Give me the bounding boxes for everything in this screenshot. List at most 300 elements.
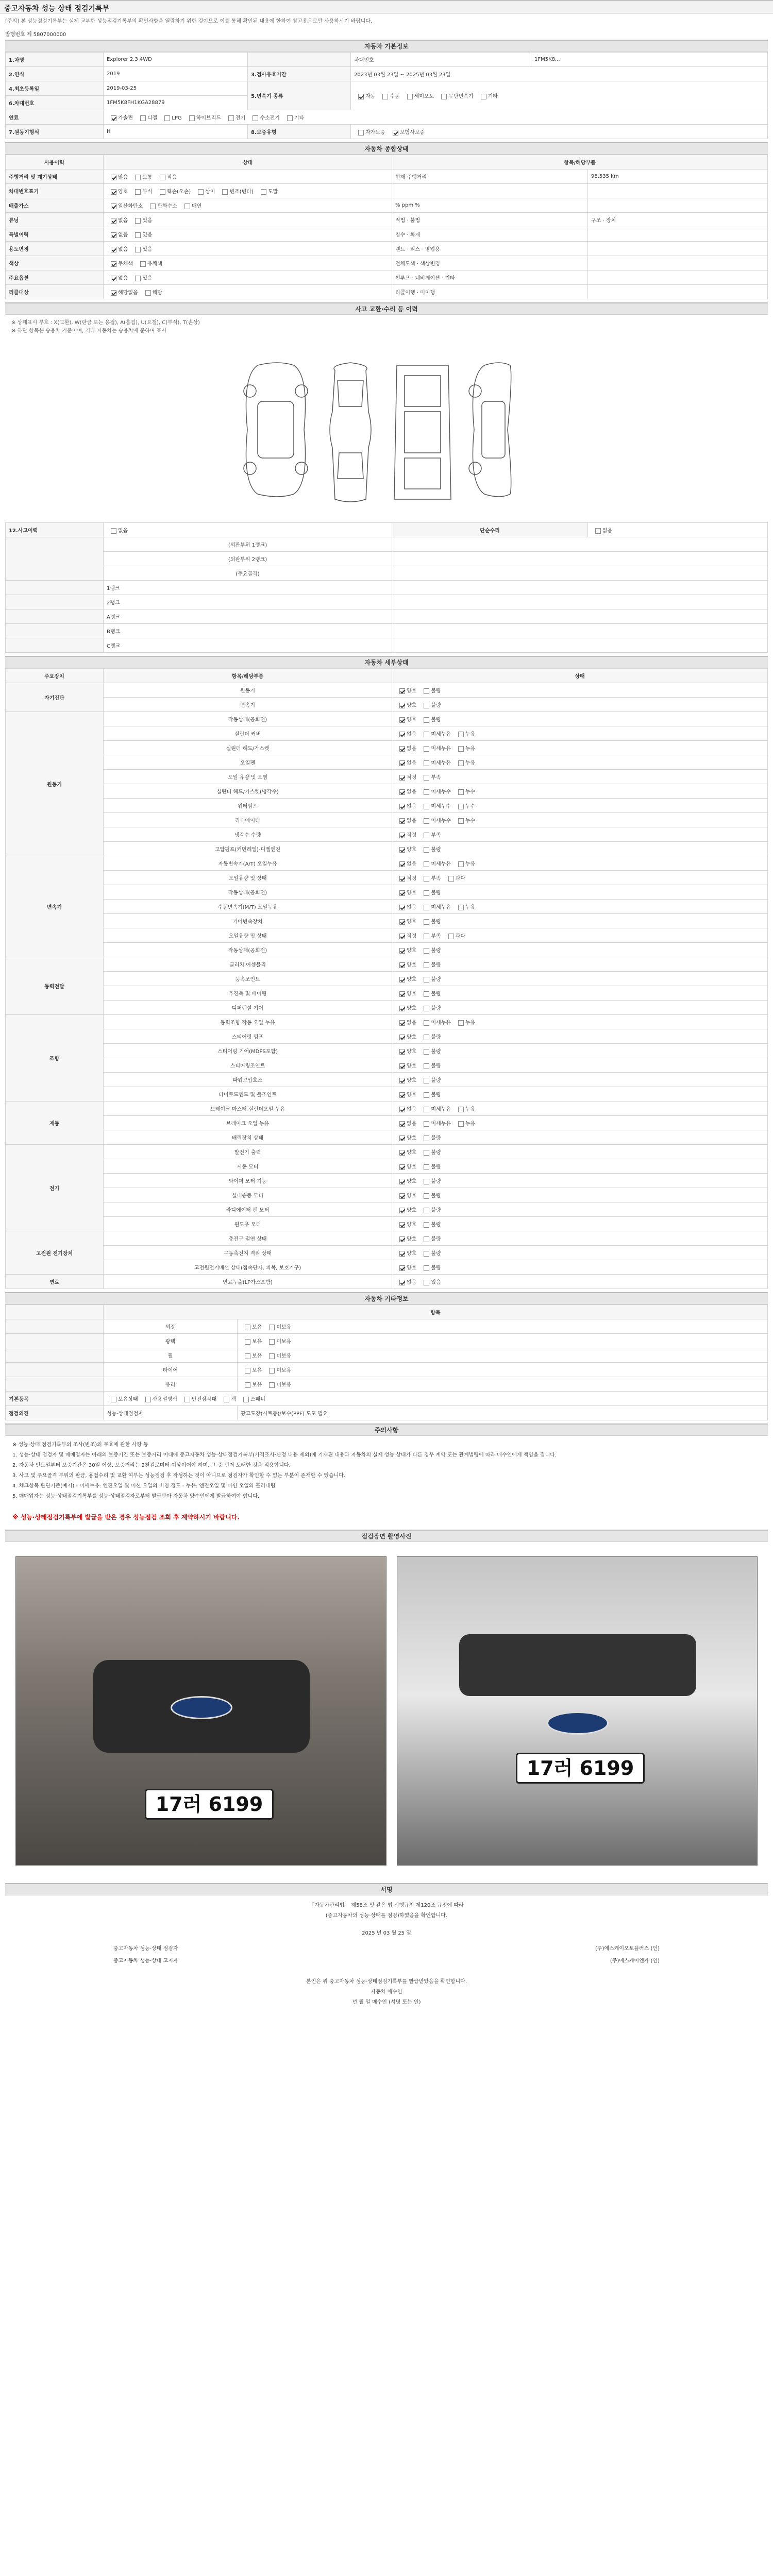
detail-option-label: 누유	[465, 1107, 476, 1112]
detail-item-label: 냉각수 수량	[104, 827, 392, 842]
detail-option-checkbox	[399, 1164, 405, 1170]
general-option-label: 탄화수소	[157, 204, 177, 209]
rank-empty	[6, 581, 104, 595]
detail-option-checkbox	[424, 847, 429, 853]
detail-item-label: 오일유량 및 상태	[104, 871, 392, 885]
other-option-checkbox	[269, 1368, 275, 1374]
rear-window-shape	[459, 1634, 696, 1696]
note-line: 1. 성능·상태 점검자 및 매매업자는 아래의 보증기간 또는 보증거리 이내에 중고자동차 성능·상태점검기록부(가격조사·산정 내용 제외)에 기재된 내용과 자동차의 실제 성능·상태가 다른 경우 계약 또는 관계법령에 따라 매수인에게 책임을 집니다.	[12, 1452, 557, 1458]
detail-option-checkbox	[399, 1150, 405, 1156]
detail-row	[6, 885, 768, 900]
other-row-empty	[6, 1334, 104, 1348]
general-row-extra	[588, 270, 768, 285]
other-option-checkbox	[269, 1339, 275, 1345]
val-chassis: 1FM5K8FH1KGA28879	[104, 96, 248, 110]
detail-item-state	[392, 871, 768, 885]
detail-option-checkbox	[399, 1265, 405, 1271]
detail-row	[6, 1174, 768, 1188]
detail-item-label: 원동기	[104, 683, 392, 698]
other-row	[6, 1377, 768, 1392]
other-row	[6, 1319, 768, 1334]
detail-item-state	[392, 1174, 768, 1188]
detail-item-state	[392, 799, 768, 813]
detail-option-label: 불량	[431, 991, 441, 997]
general-row-options	[104, 213, 392, 227]
detail-option-label: 과다	[455, 876, 465, 882]
other-row-options	[238, 1319, 768, 1334]
detail-item-state	[392, 1217, 768, 1231]
general-option-label: 일산화탄소	[118, 204, 143, 209]
detail-option-checkbox	[424, 1193, 429, 1199]
detail-option-checkbox	[424, 905, 429, 910]
general-row-detail: 현재 주행거리	[392, 170, 588, 184]
detail-item-label: 실내송풍 모터	[104, 1188, 392, 1202]
note-line: ※ 성능·상태 점검기록부의 조사(변조)의 무효에 관한 사항 등	[12, 1442, 148, 1448]
detail-item-label: 윈도우 모터	[104, 1217, 392, 1231]
detail-option-checkbox	[424, 804, 429, 809]
general-option-checkbox	[111, 175, 116, 180]
front-plate: 17러 6199	[145, 1789, 274, 1820]
general-row-extra	[588, 285, 768, 299]
notes-section	[5, 1423, 768, 1527]
label-year: 2.연식	[6, 67, 104, 81]
detail-option-checkbox	[399, 703, 405, 708]
accident-table	[5, 522, 768, 653]
general-option-label: 해당	[152, 290, 162, 296]
detail-item-label: 클러치 어셈블리	[104, 957, 392, 972]
acc-history-val	[104, 523, 392, 537]
detail-option-checkbox	[424, 732, 429, 737]
val-vin: 1FM5K8...	[531, 53, 768, 67]
detail-item-state	[392, 1116, 768, 1130]
detail-item-label: 실린더 헤드/가스켓(냉각수)	[104, 784, 392, 799]
detail-option-checkbox	[458, 746, 464, 752]
detail-row	[6, 827, 768, 842]
general-option-checkbox	[135, 232, 141, 238]
detail-row	[6, 943, 768, 957]
general-row-label: 배출가스	[6, 198, 104, 213]
sig-receiver: 본인은 위 중고자동차 성능·상태점검기록부를 발급받았음을 확인합니다.	[306, 1979, 467, 1985]
ford-logo-icon	[171, 1696, 232, 1719]
detail-option-checkbox	[399, 1236, 405, 1242]
general-row	[6, 285, 768, 299]
general-option-checkbox	[111, 261, 116, 267]
detail-option-label: 양호	[407, 1179, 417, 1184]
general-row-label: 차대번호표기	[6, 184, 104, 198]
detail-option-label: 미세누유	[431, 760, 451, 766]
detail-item-label: 작동상태(공회전)	[104, 712, 392, 726]
detail-option-label: 불량	[431, 688, 441, 694]
detail-row	[6, 755, 768, 770]
fuel-option-label: LPG	[172, 115, 182, 121]
simple-repair-label: 단순수리	[392, 523, 588, 537]
rank-label: A랭크	[104, 609, 392, 624]
detail-item-state	[392, 842, 768, 856]
detail-option-label: 불량	[431, 962, 441, 968]
detail-item-label: 라디에이터 팬 모터	[104, 1202, 392, 1217]
detail-option-checkbox	[448, 934, 454, 939]
general-option-checkbox	[111, 189, 116, 195]
general-row-extra	[588, 242, 768, 256]
detail-option-checkbox	[399, 876, 405, 882]
extra-option-checkbox	[243, 1397, 249, 1402]
fuel-option-label: 전기	[235, 115, 246, 121]
general-option-label: 있음	[142, 218, 153, 224]
detail-option-label: 누수	[465, 804, 476, 809]
general-option-checkbox	[184, 204, 190, 209]
detail-option-checkbox	[399, 905, 405, 910]
detail-option-label: 누유	[465, 746, 476, 752]
detail-option-label: 양호	[407, 847, 417, 853]
extra-option-checkbox	[111, 1397, 116, 1402]
detail-option-checkbox	[424, 962, 429, 968]
detail-option-label: 불량	[431, 1193, 441, 1199]
detail-option-checkbox	[424, 977, 429, 982]
general-row	[6, 213, 768, 227]
detail-item-state	[392, 1202, 768, 1217]
fuel-option-label: 디젤	[147, 115, 158, 121]
detail-option-label: 양호	[407, 1063, 417, 1069]
detail-option-checkbox	[424, 1006, 429, 1011]
general-row-label: 주행거리 및 계기상태	[6, 170, 104, 184]
detail-item-state	[392, 1246, 768, 1260]
detail-option-checkbox	[399, 1092, 405, 1098]
detail-item-state	[392, 1087, 768, 1101]
general-option-checkbox	[135, 247, 141, 252]
detail-item-state	[392, 1101, 768, 1116]
general-row	[6, 170, 768, 184]
detail-item-state	[392, 1029, 768, 1044]
detail-item-state	[392, 683, 768, 698]
detail-option-label: 미세누유	[431, 1020, 451, 1026]
notes-body	[5, 1436, 768, 1508]
general-option-checkbox	[160, 175, 165, 180]
other-row-empty	[6, 1319, 104, 1334]
detail-option-checkbox	[399, 962, 405, 968]
other-row-empty	[6, 1348, 104, 1363]
detail-option-label: 불량	[431, 977, 441, 982]
detail-option-checkbox	[424, 1121, 429, 1127]
detail-option-label: 양호	[407, 890, 417, 896]
detail-option-label: 누유	[465, 732, 476, 737]
warranty-options	[351, 125, 768, 139]
basic-info-table	[5, 52, 768, 139]
detail-row	[6, 712, 768, 726]
fuel-option-checkbox	[140, 115, 146, 121]
rank-empty	[6, 609, 104, 624]
detail-item-state	[392, 1145, 768, 1159]
detail-option-checkbox	[458, 804, 464, 809]
detail-option-checkbox	[399, 1222, 405, 1228]
general-row-options	[104, 184, 392, 198]
other-row-label: 타이어	[104, 1363, 238, 1377]
general-row-extra	[588, 198, 768, 213]
rank-cell	[392, 624, 768, 638]
detail-option-checkbox	[399, 717, 405, 723]
general-section	[5, 142, 768, 299]
detail-item-label: 파워고압호스	[104, 1073, 392, 1087]
trans-option-label: 무단변속기	[448, 94, 474, 99]
detail-option-label: 불량	[431, 1208, 441, 1213]
detail-option-label: 양호	[407, 1193, 417, 1199]
detail-option-checkbox	[399, 1136, 405, 1141]
detail-row	[6, 1217, 768, 1231]
detail-option-label: 적정	[407, 775, 417, 781]
rank-label: C랭크	[104, 638, 392, 653]
label-warranty: 8.보증유형	[248, 125, 351, 139]
rank-row	[6, 609, 768, 624]
detail-option-label: 불량	[431, 703, 441, 708]
other-row-options	[238, 1363, 768, 1377]
fuel-option-checkbox	[228, 115, 234, 121]
other-option-checkbox	[245, 1353, 250, 1359]
general-row-label: 주요옵션	[6, 270, 104, 285]
fuel-option-checkbox	[253, 115, 258, 121]
trans-option-checkbox	[407, 94, 413, 99]
detail-option-label: 불량	[431, 1063, 441, 1069]
detail-row	[6, 1001, 768, 1015]
other-option-checkbox	[245, 1368, 250, 1374]
detail-option-label: 부족	[431, 876, 441, 882]
detail-option-checkbox	[424, 1136, 429, 1141]
detail-option-checkbox	[424, 1150, 429, 1156]
detail-item-state	[392, 1044, 768, 1058]
general-option-checkbox	[111, 204, 116, 209]
car-outline-diagram	[227, 345, 515, 515]
detail-option-checkbox	[424, 1222, 429, 1228]
detail-option-label: 미세누유	[431, 861, 451, 867]
detail-item-label: 브레이크 마스터 실린더오일 누유	[104, 1101, 392, 1116]
detail-option-label: 양호	[407, 1222, 417, 1228]
detail-group-label: 자기진단	[6, 683, 104, 712]
other-item-label: 항목	[104, 1305, 768, 1319]
detail-item-state	[392, 784, 768, 799]
general-row	[6, 256, 768, 270]
detail-option-checkbox	[424, 1251, 429, 1257]
detail-option-label: 양호	[407, 1006, 417, 1011]
trans-option-checkbox	[382, 94, 388, 99]
general-option-label: 해당없음	[118, 290, 138, 296]
rank-label: 2랭크	[104, 595, 392, 609]
trans-option-label: 자동	[365, 94, 376, 99]
detail-row	[6, 799, 768, 813]
detail-item-label: 브레이크 오일 누유	[104, 1116, 392, 1130]
detail-option-label: 없음	[407, 760, 417, 766]
detail-item-state	[392, 726, 768, 741]
detail-item-label: 오일팬	[104, 755, 392, 770]
accident-title: 사고 교환·수리 등 이력	[5, 303, 768, 315]
detail-option-checkbox	[424, 717, 429, 723]
rank-label: B랭크	[104, 624, 392, 638]
detail-option-checkbox	[399, 1078, 405, 1083]
other-option-checkbox	[269, 1325, 275, 1330]
other-option-label: 미보유	[276, 1353, 292, 1359]
detail-option-checkbox	[424, 876, 429, 882]
detail-option-label: 불량	[431, 1150, 441, 1156]
signature-body	[5, 1895, 768, 2013]
detail-option-checkbox	[424, 1092, 429, 1098]
fuel-option-checkbox	[111, 115, 116, 121]
detail-item-label: 자동변속기(A/T) 오일누유	[104, 856, 392, 871]
general-option-checkbox	[140, 261, 146, 267]
detail-row	[6, 741, 768, 755]
detail-group-label: 제동	[6, 1101, 104, 1145]
detail-item-label: 충전구 절연 상태	[104, 1231, 392, 1246]
detail-item-state	[392, 712, 768, 726]
label-trans: 5.변속기 종류	[248, 81, 351, 110]
detail-item-label: 오일 유량 및 오염	[104, 770, 392, 784]
general-option-label: 무채색	[118, 261, 133, 267]
detail-item-label: 작동상태(공회전)	[104, 943, 392, 957]
detail-item-state	[392, 928, 768, 943]
general-option-label: 훼손(오손)	[166, 189, 191, 195]
detail-option-checkbox	[399, 732, 405, 737]
general-option-label: 보통	[142, 175, 153, 180]
general-option-label: 없음	[118, 218, 128, 224]
doc-no-value: 5807000000	[33, 32, 66, 38]
trans-option-label: 기타	[488, 94, 498, 99]
detail-option-label: 불량	[431, 1035, 441, 1040]
general-option-label: 없음	[118, 276, 128, 281]
general-option-label: 유채색	[147, 261, 162, 267]
detail-row	[6, 1087, 768, 1101]
general-option-label: 적음	[166, 175, 177, 180]
detail-option-checkbox	[399, 1208, 405, 1213]
detail-row	[6, 698, 768, 712]
detail-item-label: 작동상태(공회전)	[104, 885, 392, 900]
detail-option-label: 미세누수	[431, 818, 451, 824]
detail-option-checkbox	[399, 1035, 405, 1040]
general-row-detail: 전체도색 · 색상변경	[392, 256, 588, 270]
val-valid: 2023년 03월 23일 ~ 2025년 03월 23일	[351, 67, 768, 81]
general-row-options	[104, 270, 392, 285]
general-option-label: 많음	[118, 175, 128, 180]
detail-option-checkbox	[458, 732, 464, 737]
detail-row	[6, 856, 768, 871]
detail-option-checkbox	[399, 919, 405, 925]
fuel-option-label: 기타	[294, 115, 305, 121]
detail-row	[6, 1260, 768, 1275]
sig-line-2: (중고자동차의 성능·상태를 점검)하였음을 확인합니다.	[325, 1913, 448, 1919]
detail-option-label: 없음	[407, 861, 417, 867]
detail-item-state	[392, 1130, 768, 1145]
detail-item-label: 연료누출(LP가스포함)	[104, 1275, 392, 1289]
other-option-checkbox	[245, 1382, 250, 1388]
photos-title: 점검장면 촬영사진	[5, 1531, 768, 1542]
detail-option-checkbox	[458, 861, 464, 867]
detail-row	[6, 1101, 768, 1116]
acc-none-text: 없음	[118, 528, 128, 534]
rank-row	[6, 638, 768, 653]
other-row-label: 외장	[104, 1319, 238, 1334]
fuel-options	[104, 110, 768, 125]
detail-item-state	[392, 741, 768, 755]
detail-section	[5, 656, 768, 1289]
general-row-extra: 98,535 km	[588, 170, 768, 184]
doc-no-label: 발행번호 제	[5, 32, 33, 38]
detail-option-checkbox	[424, 919, 429, 925]
doc-number	[0, 26, 773, 40]
other-row	[6, 1334, 768, 1348]
simple-repair-val	[588, 523, 768, 537]
label-engine: 7.원동기형식	[6, 125, 104, 139]
detail-option-checkbox	[399, 760, 405, 766]
detail-option-label: 양호	[407, 1208, 417, 1213]
extra-option-label: 사용설명서	[152, 1397, 177, 1402]
general-option-checkbox	[135, 276, 141, 281]
detail-item-label: 변속기	[104, 698, 392, 712]
detail-option-checkbox	[424, 775, 429, 781]
detail-option-label: 불량	[431, 1092, 441, 1098]
detail-option-checkbox	[424, 890, 429, 896]
detail-option-label: 적정	[407, 833, 417, 838]
warranty-option-checkbox	[358, 130, 364, 135]
detail-option-label: 양호	[407, 919, 417, 925]
detail-row	[6, 957, 768, 972]
detail-item-label: 등속조인트	[104, 972, 392, 986]
notes-title: 주의사항	[5, 1425, 768, 1436]
accident-section	[5, 302, 768, 653]
detail-option-label: 양호	[407, 1236, 417, 1242]
warranty-option-label: 보험사보증	[399, 130, 425, 135]
other-table	[5, 1304, 768, 1420]
detail-option-checkbox	[424, 991, 429, 997]
trans-option-checkbox	[481, 94, 486, 99]
detail-option-label: 누수	[465, 818, 476, 824]
detail-row	[6, 1159, 768, 1174]
general-option-label: 없음	[118, 232, 128, 238]
detail-item-label: 디퍼렌셜 기어	[104, 1001, 392, 1015]
detail-option-checkbox	[399, 789, 405, 795]
rank-empty	[6, 638, 104, 653]
other-row	[6, 1348, 768, 1363]
detail-item-label: 와이퍼 모터 기능	[104, 1174, 392, 1188]
other-option-label: 보유	[252, 1325, 262, 1330]
trans-option-label: 수동	[390, 94, 400, 99]
detail-group-label: 고전원 전기장치	[6, 1231, 104, 1275]
acc-history-label: 12.사고이력	[6, 523, 104, 537]
detail-option-label: 양호	[407, 962, 417, 968]
label-regdate: 4.최초등록일	[6, 81, 104, 96]
val-engine: H	[104, 125, 248, 139]
note-line: 4. 체크항목 판단기준(예시) - 미세누유: 엔진오일 및 미션 오일의 비침 정도 - 누유: 엔진오일 및 미션 오일의 흘러내림	[12, 1483, 276, 1489]
trans-option-checkbox	[441, 94, 447, 99]
other-extra-row	[6, 1392, 768, 1406]
detail-option-checkbox	[424, 1020, 429, 1026]
detail-option-label: 없음	[407, 746, 417, 752]
detail-row	[6, 1246, 768, 1260]
sig-issuer-val: (주)에스케이엔카 (인)	[610, 1958, 660, 1964]
general-option-checkbox	[160, 189, 165, 195]
detail-group-label: 연료	[6, 1275, 104, 1289]
detail-option-label: 불량	[431, 1222, 441, 1228]
detail-item-label: 워터펌프	[104, 799, 392, 813]
detail-item-state	[392, 1260, 768, 1275]
detail-option-checkbox	[424, 948, 429, 954]
detail-row	[6, 770, 768, 784]
extra-option-label: 잭	[231, 1397, 236, 1402]
label-chassis: 6.차대번호	[6, 96, 104, 110]
val-regdate: 2019-03-25	[104, 81, 248, 96]
detail-row	[6, 1202, 768, 1217]
detail-option-checkbox	[399, 861, 405, 867]
detail-option-label: 불량	[431, 1049, 441, 1055]
detail-item-label: 구동축전지 격리 상태	[104, 1246, 392, 1260]
detail-option-checkbox	[424, 818, 429, 824]
detail-item-label: 실린더 커버	[104, 726, 392, 741]
opinion-label: 점검의견	[6, 1406, 104, 1420]
detail-option-label: 없음	[407, 818, 417, 824]
